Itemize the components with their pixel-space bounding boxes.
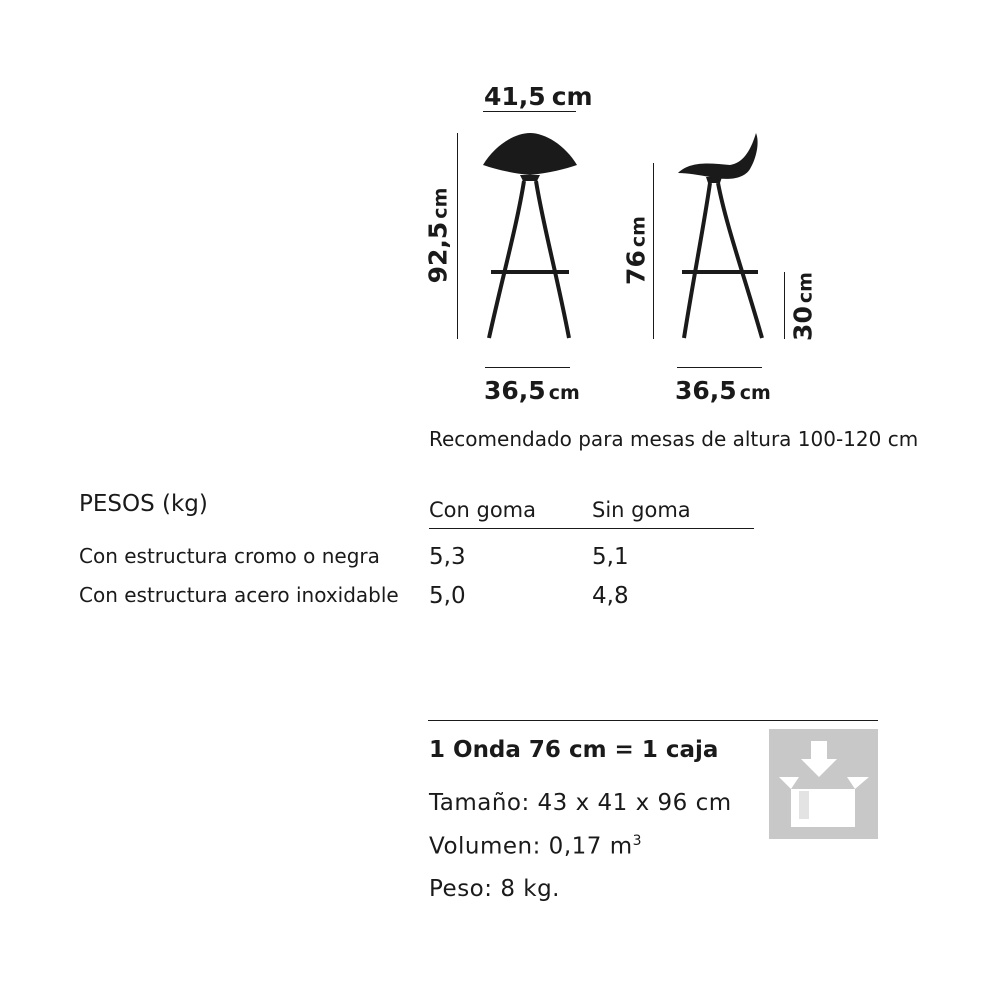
dim-line-footrest-height — [784, 272, 785, 339]
dim-total-height-unit: cm — [429, 187, 452, 219]
dim-line-seat-width — [483, 111, 576, 112]
weights-cell: 4,8 — [592, 583, 629, 609]
stool-front-view — [475, 125, 585, 345]
dim-base-front — [484, 376, 580, 405]
dim-line-base-side — [677, 367, 762, 368]
dim-line-total-height — [457, 133, 458, 339]
box-download-icon — [769, 729, 878, 839]
dim-footrest-height — [789, 267, 818, 347]
packaging-volume — [429, 833, 642, 860]
weights-row-label: Con estructura acero inoxidable — [79, 583, 399, 607]
dim-base-front-unit: cm — [548, 382, 580, 404]
packaging-divider — [428, 720, 878, 721]
dim-line-seat-height — [653, 163, 654, 339]
dim-footrest-height-value: 30 — [788, 306, 818, 341]
weights-row-label: Con estructura cromo o negra — [79, 544, 380, 568]
dim-seat-height — [622, 201, 651, 301]
dim-seat-width-unit: cm — [551, 82, 593, 111]
weights-col-header-2: Sin goma — [592, 498, 691, 522]
weights-cell: 5,1 — [592, 544, 629, 570]
packaging-title: 1 Onda 76 cm = 1 caja — [429, 737, 719, 763]
weights-cell: 5,0 — [429, 583, 466, 609]
weights-cell: 5,3 — [429, 544, 466, 570]
dim-total-height — [424, 176, 453, 296]
dim-line-base-front — [485, 367, 570, 368]
recommendation-text: Recomendado para mesas de altura 100-120 cm — [429, 427, 919, 451]
packaging-size: Tamaño: 43 x 41 x 96 cm — [429, 790, 732, 816]
dim-seat-width-value: 41,5 — [484, 82, 546, 111]
dim-base-side — [675, 376, 771, 405]
packaging-volume-exponent: 3 — [632, 833, 643, 849]
dim-base-front-value: 36,5 — [484, 376, 546, 405]
packaging-volume-text: Volumen: 0,17 m — [429, 833, 633, 860]
weights-col-header-1: Con goma — [429, 498, 536, 522]
dim-base-side-value: 36,5 — [675, 376, 737, 405]
dim-total-height-value: 92,5 — [423, 221, 453, 284]
dim-base-side-unit: cm — [739, 382, 771, 404]
dim-seat-height-value: 76 — [621, 250, 651, 285]
stool-side-view — [670, 125, 780, 345]
packaging-weight: Peso: 8 kg. — [429, 876, 560, 902]
weights-header-divider — [429, 528, 754, 529]
weights-title: PESOS (kg) — [79, 491, 208, 517]
dim-seat-height-unit: cm — [627, 216, 650, 248]
dim-seat-width — [484, 82, 593, 111]
dim-footrest-height-unit: cm — [794, 272, 817, 304]
